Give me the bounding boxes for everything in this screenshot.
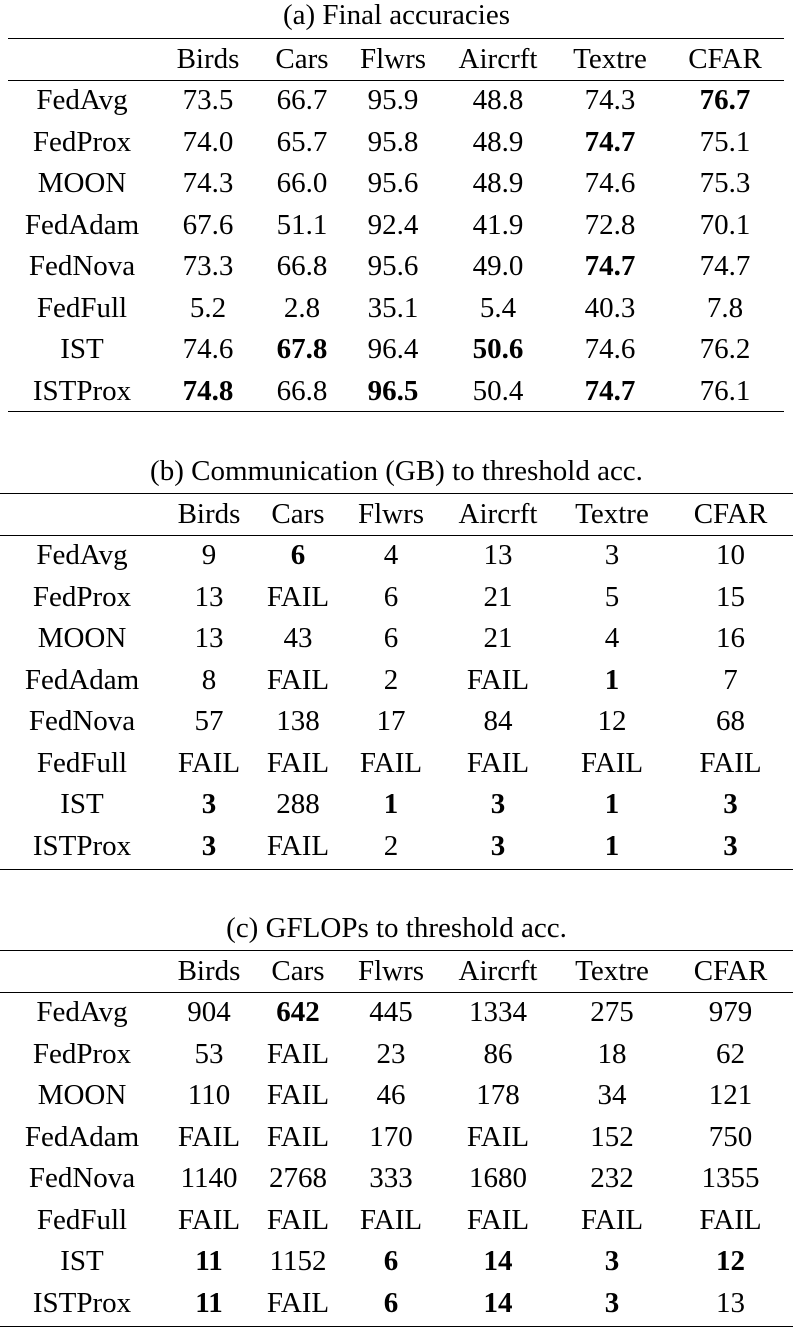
value-cell: 96.5 — [367, 374, 419, 407]
value-cell: FAIL — [266, 1203, 330, 1236]
value-cell: FAIL — [466, 1120, 530, 1153]
value-cell: 333 — [369, 1162, 413, 1194]
value-cell: 1355 — [701, 1162, 760, 1194]
value-cell: 67.8 — [276, 333, 328, 365]
table-a — [8, 38, 784, 412]
value-cell: 50.4 — [472, 374, 524, 407]
value-cell: 74.3 — [584, 84, 636, 116]
table-row — [8, 371, 784, 413]
value-cell: 4 — [604, 622, 620, 654]
value-cell: 21 — [483, 580, 513, 613]
value-cell: 121 — [708, 1079, 753, 1111]
value-cell: 96.4 — [367, 333, 419, 365]
method-name: FedAvg — [36, 84, 128, 116]
table-row — [0, 784, 793, 826]
table-row — [0, 743, 793, 785]
table-row — [8, 163, 784, 205]
method-name: ISTProx — [32, 829, 132, 862]
value-cell: 16 — [716, 622, 745, 654]
value-cell: 34 — [597, 1079, 627, 1111]
method-name: FedProx — [32, 580, 132, 613]
value-cell: 86 — [483, 1037, 513, 1070]
column-header: Flwrs — [359, 43, 427, 75]
table-c-mid-rule — [0, 992, 793, 993]
value-cell: 642 — [276, 996, 320, 1028]
value-cell: 62 — [716, 1037, 745, 1070]
value-cell: FAIL — [266, 1037, 330, 1070]
table-row — [0, 992, 793, 1034]
value-cell: 288 — [276, 788, 320, 820]
value-cell: 74.7 — [584, 374, 636, 407]
table-row — [0, 1158, 793, 1200]
column-header: Flwrs — [357, 955, 425, 987]
value-cell: 1140 — [180, 1162, 238, 1194]
table-row — [0, 577, 793, 619]
value-cell: 3 — [723, 829, 738, 862]
value-cell: 3 — [490, 788, 506, 820]
table-row — [8, 288, 784, 330]
value-cell: 75.1 — [699, 125, 751, 158]
table-row — [0, 535, 793, 577]
table-row — [0, 1283, 793, 1325]
value-cell: 68 — [716, 705, 745, 737]
value-cell: FAIL — [266, 1286, 330, 1319]
value-cell: 74.6 — [584, 333, 636, 365]
method-name: ISTProx — [32, 374, 132, 407]
value-cell: 57 — [194, 705, 224, 737]
method-name: MOON — [37, 167, 127, 199]
value-cell: 6 — [290, 539, 306, 571]
value-cell: 13 — [483, 539, 513, 571]
value-cell: FAIL — [580, 1203, 644, 1236]
value-cell: 12 — [597, 705, 627, 737]
value-cell: 2768 — [269, 1162, 327, 1194]
table-row — [8, 246, 784, 288]
value-cell: 40.3 — [584, 291, 636, 324]
value-cell: FAIL — [466, 1203, 530, 1236]
value-cell: 73.3 — [182, 250, 234, 282]
table-row — [8, 122, 784, 164]
value-cell: 7 — [723, 663, 738, 696]
column-header: Birds — [177, 498, 241, 530]
value-cell: FAIL — [466, 746, 530, 779]
value-cell: 84 — [483, 705, 513, 737]
value-cell: 65.7 — [276, 125, 328, 158]
value-cell: 3 — [604, 1286, 620, 1319]
value-cell: 95.8 — [367, 125, 419, 158]
column-header: Cars — [275, 43, 329, 75]
value-cell: FAIL — [177, 746, 241, 779]
method-name: FedFull — [36, 746, 128, 779]
column-header: CFAR — [693, 955, 768, 987]
value-cell: FAIL — [359, 746, 423, 779]
value-cell: 46 — [376, 1079, 406, 1111]
table-c-bottom-rule — [0, 1326, 793, 1327]
value-cell: 48.8 — [472, 84, 524, 116]
method-name: FedNova — [28, 1162, 136, 1194]
table-row — [0, 1200, 793, 1242]
value-cell: FAIL — [266, 1120, 330, 1153]
value-cell: FAIL — [266, 1079, 330, 1111]
value-cell: 11 — [195, 1286, 223, 1319]
value-cell: 232 — [590, 1162, 634, 1194]
value-cell: 66.0 — [276, 167, 328, 199]
value-cell: 6 — [383, 1286, 399, 1319]
value-cell: 43 — [283, 622, 313, 654]
value-cell: 48.9 — [472, 125, 524, 158]
value-cell: 750 — [708, 1120, 753, 1153]
value-cell: FAIL — [699, 746, 762, 779]
table-row — [0, 1117, 793, 1159]
column-header: Cars — [271, 498, 325, 530]
value-cell: 66.8 — [276, 250, 328, 282]
value-cell: FAIL — [580, 746, 644, 779]
table-row — [0, 1241, 793, 1283]
value-cell: 904 — [187, 996, 231, 1028]
value-cell: 73.5 — [182, 84, 234, 116]
table-b-body — [0, 535, 793, 867]
value-cell: 95.6 — [367, 250, 419, 282]
value-cell: 75.3 — [699, 167, 751, 199]
method-name: ISTProx — [32, 1286, 132, 1319]
value-cell: 10 — [716, 539, 745, 571]
value-cell: 66.7 — [276, 84, 328, 116]
value-cell: 48.9 — [472, 167, 524, 199]
value-cell: 2.8 — [283, 291, 321, 324]
value-cell: 979 — [708, 996, 753, 1028]
value-cell: 74.7 — [584, 250, 636, 282]
value-cell: 6 — [383, 622, 399, 654]
table-b-caption: (b) Communication (GB) to threshold acc. — [150, 455, 643, 487]
table-row — [8, 329, 784, 371]
value-cell: 3 — [201, 788, 217, 820]
value-cell: 67.6 — [182, 208, 234, 241]
value-cell: FAIL — [466, 663, 530, 696]
method-name: FedAvg — [36, 996, 128, 1028]
table-row — [0, 1034, 793, 1076]
value-cell: 17 — [376, 705, 406, 737]
value-cell: 13 — [716, 1286, 745, 1319]
value-cell: 1152 — [269, 1245, 327, 1277]
value-cell: 2 — [383, 829, 399, 862]
column-header: Textre — [573, 43, 647, 75]
value-cell: 74.0 — [182, 125, 234, 158]
value-cell: 74.8 — [182, 374, 234, 407]
value-cell: 92.4 — [367, 208, 419, 241]
value-cell: 5 — [604, 580, 620, 613]
value-cell: 35.1 — [367, 291, 419, 324]
method-name: FedNova — [28, 705, 136, 737]
method-name: FedFull — [36, 1203, 128, 1236]
value-cell: 3 — [201, 829, 217, 862]
value-cell: 72.8 — [584, 208, 636, 241]
value-cell: 1 — [383, 788, 399, 820]
value-cell: 3 — [723, 788, 738, 820]
header-corner — [0, 493, 164, 535]
header-corner — [8, 38, 156, 80]
value-cell: 6 — [383, 1245, 399, 1277]
value-cell: 5.2 — [189, 291, 227, 324]
value-cell: FAIL — [266, 663, 330, 696]
value-cell: 1680 — [469, 1162, 527, 1194]
column-header: Aircrft — [458, 955, 538, 987]
table-row — [0, 1075, 793, 1117]
value-cell: FAIL — [266, 580, 330, 613]
value-cell: 74.7 — [699, 250, 751, 282]
value-cell: 1334 — [469, 996, 527, 1028]
table-c-body — [0, 992, 793, 1324]
value-cell: 1 — [604, 788, 620, 820]
value-cell: 14 — [483, 1286, 513, 1319]
value-cell: FAIL — [266, 829, 330, 862]
value-cell: 74.6 — [182, 333, 234, 365]
header-corner — [0, 950, 164, 992]
value-cell: 4 — [383, 539, 399, 571]
table-row — [8, 205, 784, 247]
value-cell: 110 — [187, 1079, 231, 1111]
column-header: Aircrft — [458, 43, 538, 75]
value-cell: 445 — [369, 996, 413, 1028]
table-a-header-row — [8, 38, 784, 80]
value-cell: 6 — [383, 580, 399, 613]
table-row — [0, 826, 793, 868]
table-row — [0, 701, 793, 743]
value-cell: 74.7 — [584, 125, 636, 158]
column-header: CFAR — [688, 43, 762, 75]
value-cell: 18 — [597, 1037, 627, 1070]
table-row — [8, 80, 784, 122]
value-cell: 1 — [604, 829, 620, 862]
column-header: Aircrft — [458, 498, 538, 530]
column-header: Birds — [177, 955, 241, 987]
value-cell: 7.8 — [706, 291, 744, 324]
value-cell: 1 — [604, 663, 620, 696]
value-cell: 12 — [716, 1245, 745, 1277]
value-cell: FAIL — [177, 1120, 241, 1153]
table-b-bottom-rule — [0, 869, 793, 870]
value-cell: 178 — [476, 1079, 520, 1111]
value-cell: 14 — [483, 1245, 513, 1277]
method-name: MOON — [37, 622, 127, 654]
table-a-bottom-rule — [8, 411, 784, 412]
method-name: FedAdam — [24, 208, 140, 241]
value-cell: 74.6 — [584, 167, 636, 199]
value-cell: 13 — [194, 580, 224, 613]
value-cell: 13 — [194, 622, 224, 654]
value-cell: 76.2 — [699, 333, 751, 365]
value-cell: 49.0 — [472, 250, 524, 282]
value-cell: 152 — [590, 1120, 634, 1153]
method-name: MOON — [37, 1079, 127, 1111]
value-cell: 21 — [483, 622, 513, 654]
table-b-header-row — [0, 493, 793, 535]
value-cell: 66.8 — [276, 374, 328, 407]
value-cell: FAIL — [177, 1203, 241, 1236]
value-cell: 51.1 — [276, 208, 328, 241]
table-c-header-row — [0, 950, 793, 992]
value-cell: 53 — [194, 1037, 224, 1070]
value-cell: 9 — [201, 539, 217, 571]
value-cell: 3 — [490, 829, 506, 862]
value-cell: 95.9 — [367, 84, 419, 116]
value-cell: 15 — [716, 580, 745, 613]
column-header: Textre — [575, 955, 649, 987]
value-cell: FAIL — [359, 1203, 423, 1236]
value-cell: 3 — [604, 539, 620, 571]
table-row — [0, 618, 793, 660]
value-cell: 76.1 — [699, 374, 751, 407]
value-cell: 275 — [590, 996, 634, 1028]
value-cell: 23 — [376, 1037, 406, 1070]
method-name: FedProx — [32, 1037, 132, 1070]
value-cell: FAIL — [266, 746, 330, 779]
table-row — [0, 660, 793, 702]
method-name: IST — [60, 788, 104, 820]
method-name: FedAdam — [24, 1120, 140, 1153]
column-header: Birds — [176, 43, 240, 75]
value-cell: 3 — [604, 1245, 620, 1277]
table-c-caption: (c) GFLOPs to threshold acc. — [226, 912, 567, 944]
value-cell: 170 — [369, 1120, 413, 1153]
method-name: FedAdam — [24, 663, 140, 696]
value-cell: 95.6 — [367, 167, 419, 199]
value-cell: 74.3 — [182, 167, 234, 199]
value-cell: 70.1 — [699, 208, 751, 241]
method-name: FedNova — [28, 250, 136, 282]
value-cell: 8 — [201, 663, 217, 696]
column-header: Textre — [575, 498, 649, 530]
column-header: Flwrs — [357, 498, 425, 530]
table-c — [0, 950, 793, 1324]
table-a-mid-rule — [8, 80, 784, 81]
method-name: IST — [60, 333, 104, 365]
value-cell: 2 — [383, 663, 399, 696]
method-name: FedAvg — [36, 539, 128, 571]
table-a-body — [8, 80, 784, 412]
method-name: IST — [60, 1245, 104, 1277]
table-b-mid-rule — [0, 535, 793, 536]
column-header: CFAR — [693, 498, 768, 530]
column-header: Cars — [271, 955, 325, 987]
value-cell: 11 — [195, 1245, 223, 1277]
value-cell: 76.7 — [699, 84, 751, 116]
value-cell: 41.9 — [472, 208, 524, 241]
value-cell: 138 — [276, 705, 320, 737]
table-b — [0, 493, 793, 867]
table-a-caption: (a) Final accuracies — [282, 0, 511, 31]
value-cell: FAIL — [699, 1203, 762, 1236]
value-cell: 5.4 — [479, 291, 517, 324]
method-name: FedProx — [32, 125, 132, 158]
value-cell: 50.6 — [472, 333, 524, 365]
method-name: FedFull — [36, 291, 128, 324]
